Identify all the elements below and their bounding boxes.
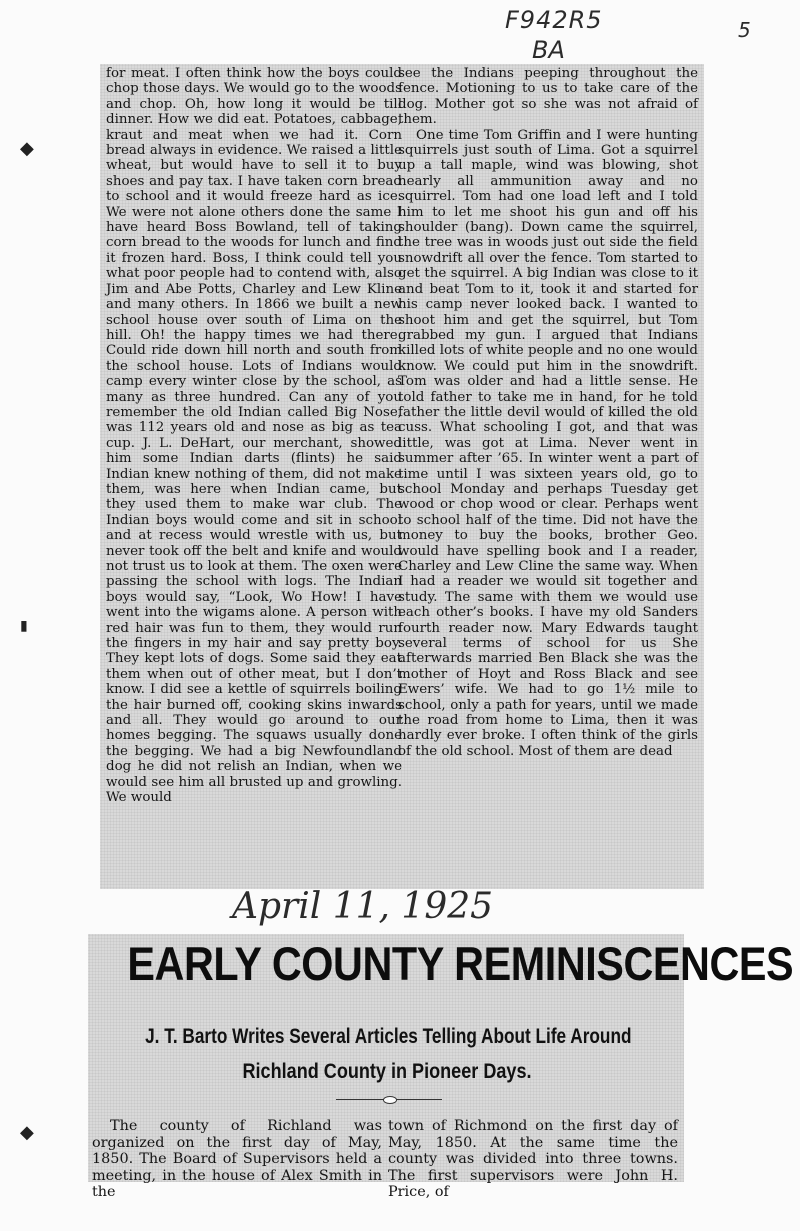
article-subheadline-line-2: Richland County in Pioneer Days.	[242, 1060, 532, 1083]
column-right-paragraph-1: see the Indians peeping throughout the fence. Motioning to us to take care of the dog. Mother got so she was not afraid of them.	[398, 66, 698, 128]
catalog-number: F942R5	[505, 6, 603, 34]
handwritten-date: April 11, 1925	[232, 886, 494, 927]
binder-hole-mark: ▮	[20, 618, 28, 634]
column-right-paragraph-2: One time Tom Griffin and I were hunting squirrels just south of Lima. Got a squirrel up a tall maple, wind was blowing, shot nearly all ammunition away and no squirrel. Tom had one load left and I told him to let me shoot his gun and off his shoulder (bang). Down came the squirrel, the tree was in woods just out side the field snowdrift all over the fence. Tom started to get the squirrel. A big Indian was close to it and beat Tom to it, took it and started for his camp never looked back. I wanted to shoot him and get the squirrel, but Tom grabbed my gun. I argued that Indians killed lots of white people and no one would know. We could put him in the snowdrift. Tom was older and had a little sense. He told father to take me in hand, for he told father the little devil would of killed the old cuss. What schooling I got, and that was little, was got at Lima. Never went in summer after ’65. In winter went a part of time until I was sixteen years old, go to school Monday and perhaps Tuesday get wood or chop wood or clear. Perhaps went to school half of the time. Did not have the money to buy the books, brother Geo. would have spelling book and I a reader, Charley and Lew Cline the same way. When I had a reader we would sit together and study. The same with them we would use each other’s books. I have my old Sanders fourth reader now. Mary Edwards taught several terms of school for us She afterwards married Ben Black she was the mother of Hoyt and Ross Black and see Ewers’ wife. We had to go 1½ mile to school, only a path for years, until we made the road from home to Lima, then it was hardly ever broke. I often think of the girls of the old school. Most of them are dead	[398, 127, 698, 759]
article-subheadline-line-1: J. T. Barto Writes Several Articles Telling About Life Around	[145, 1025, 632, 1048]
binder-hole-mark: ◆	[20, 1122, 34, 1143]
binder-hole-mark: ◆	[20, 138, 34, 159]
article-headline: EARLY COUNTY REMINISCENCES	[127, 937, 794, 990]
catalog-code: BA	[532, 36, 565, 64]
article-column-right	[398, 66, 698, 759]
lead-column-right: town of Richmond on the first day of May, 1850. At the same time the county was divided into three towns. The first supervisors were John H. Price, of	[388, 1118, 678, 1201]
page-number: 5	[738, 18, 751, 42]
column-left-text: for meat. I often think how the boys could chop those days. We would go to the woods and chop. Oh, how long it would be till dinner. How we did eat. Potatoes, cabbage, kraut and meat when we had it. Corn bread always in evidence. We raised a little wheat, but would have to sell it to buy shoes and pay tax. I have taken corn bread to school and it would freeze hard as ice. We were not alone others done the same I have heard Boss Bowland, tell of taking corn bread to the woods for lunch and find it frozen hard. Boss, I think could tell you what poor people had to contend with, also Jim and Abe Potts, Charley and Lew Kline and many others. In 1866 we built a new school house over south of Lima on the hill. Oh! the happy times we had there. Could ride down hill north and south from the school house. Lots of Indians would camp every winter close by the school, as many as three hundred. Can any of you remember the old Indian called Big Nose, was 112 years old and nose as big as tea cup. J. L. DeHart, our merchant, showed him some Indian darts (flints) he said Indian knew nothing of them, did not make them, was here when Indian came, but they used them to make war club. The Indian boys would come and sit in school and at recess would wrestle with us, but never took off the belt and knife and would not trust us to look at them. The oxen were passing the school with logs. The Indian boys would say, “Look, Wo How! I have went into the wigams alone. A person with red hair was fun to them, they would run the fingers in my hair and say pretty boy. They kept lots of dogs. Some said they eat them when out of other meat, but I don’t know. I did see a kettle of squirrels boiling the hair burned off, cooking skins inwards and all. They would go around to our homes begging. The squaws usually done the begging. We had a big Newfoundland dog he did not relish an Indian, when we would see him all brusted up and growling. We would	[106, 66, 402, 806]
ornamental-rule-dot	[383, 1096, 397, 1104]
article-column-left	[106, 66, 402, 806]
lead-column-left: The county of Richland was organized on the first day of May, 1850. The Board of Supervisors held a meeting, in the house of Alex Smith in the	[92, 1118, 382, 1201]
